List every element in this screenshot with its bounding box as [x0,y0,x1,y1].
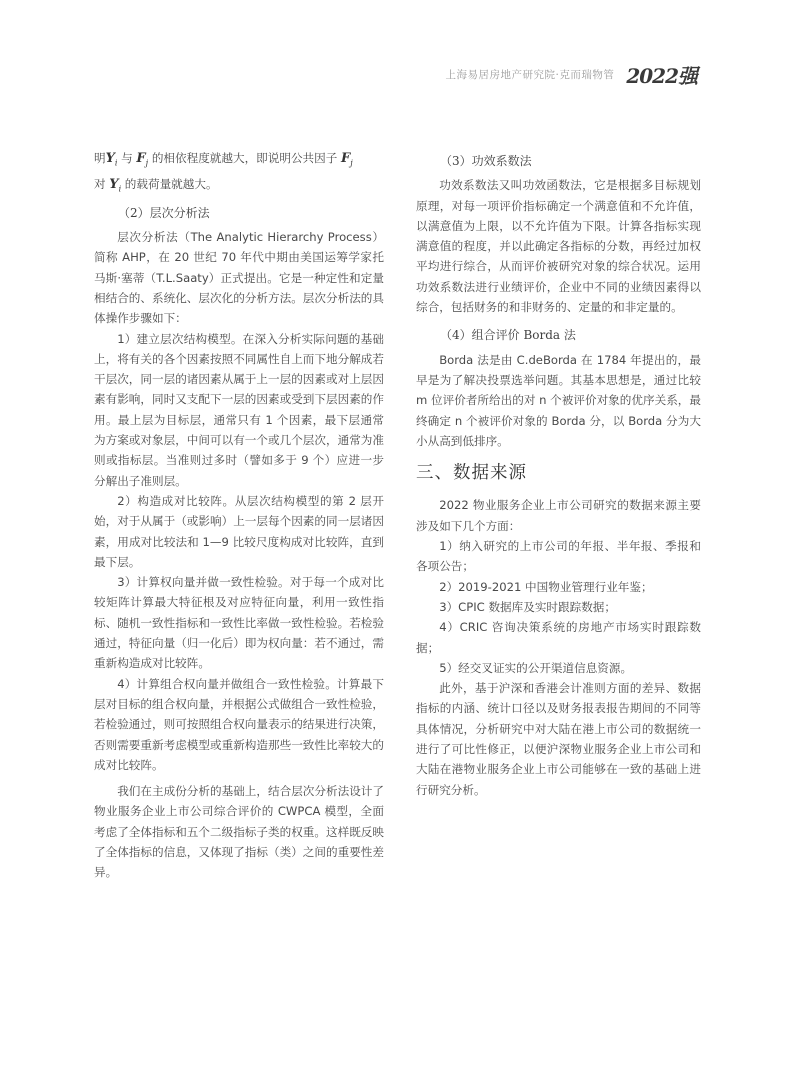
section-heading-data-source: 三、数据来源 [416,463,527,484]
header-org: 上海易居房地产研究院·克而瑞物管 [445,69,615,81]
source-closing: 此外，基于沪深和香港会计准则方面的差异、数据指标的内涵、统计口径以及财务报表报告期间的不同等具体情况，分析研究中对大陆在港上市公司的数据统一进行了可比性修正，以便沪深物业服务企业上市公司和大陆在港物业服务企业上市公司能够在一致的基础上进行研究分析。 [416,681,701,797]
source-intro: 2022 物业服务企业上市公司研究的数据来源主要涉及如下几个方面： [416,498,701,533]
source-item-2: 2）2019-2021 中国物业管理行业年鉴； [439,579,653,594]
source-item-5: 5）经交叉证实的公开渠道信息资源。 [439,660,633,675]
ahp-step-2: 2）构造成对比较阵。从层次结构模型的第 2 层开始，对于从属于（或影响）上一层每个因素的同一层诸因素，用成对比较法和 1—9 比较尺度构成对比较阵，直到最下层。 [94,493,384,569]
borda-heading: （4）组合评价 Borda 法 [440,328,576,343]
ahp-summary: 我们在主成份分析的基础上，结合层次分析法设计了物业服务企业上市公司综合评价的 CWPCA 模型，全面考虑了全体指标和五个二级指标子类的权重。这样既反映了全体指标的信息，又体现了指标（类）之间的重要性差异。 [94,784,384,880]
ahp-step-1: 1）建立层次结构模型。在深入分析实际问题的基础上，将有关的各个因素按照不同属性自上而下地分解成若干层次，同一层的诸因素从属于上一层的因素或对上层因素有影响，同时又支配下一层的因素或受到下层因素的作用。最上层为目标层，通常只有 1 个因素，最下层通常为方案或对象层，中间可以有一个或几个层次，通常为准则或指标层。当准则过多时（譬如多于 9 个）应进一步分解出子准则层。 [94,331,384,488]
math-y-2: $Y_i$ [109,176,122,194]
source-item-1: 1）纳入研究的上市公司的年报、半年报、季报和各项公告； [416,539,701,574]
ahp-intro: 层次分析法（The Analytic Hierarchy Process）简称 AHP，在 20 世纪 70 年代中期由美国运筹学家托马斯·塞蒂（T.L.Saaty）正式提出。它是一种定性和定量相结合的、系统化、层次化的分析方法。层次分析法的具体操作步骤如下： [94,230,384,326]
efficacy-body: 功效系数法又叫功效函数法，它是根据多目标规划原理，对每一项评价指标确定一个满意值和不允许值，以满意值为上限，以不允许值为下限。计算各指标实现满意值的程度，并以此确定各指标的分数，再经过加权平均进行综合，从而评价被研究对象的综合状况。运用功效系数法进行业绩评价，企业中不同的业绩因素得以综合，包括财务的和非财务的、定量的和非定量的。 [416,178,701,315]
math-y: $Y_i$ [105,151,118,168]
efficacy-heading: （3）功效系数法 [440,154,532,168]
left-column [94,148,384,883]
ahp-step-4: 4）计算组合权向量并做组合一致性检验。计算最下层对目标的组合权向量，并根据公式做组合一致性检验，若检验通过，则可按照组合权向量表示的结果进行决策，否则需要重新考虑模型或重新构造那些一致性比率较大的成对比较阵。 [94,676,384,772]
page-header [445,60,697,89]
ahp-step-3: 3）计算权向量并做一致性检验。对于每一个成对比较矩阵计算最大特征根及对应特征向量，利用一致性指标、随机一致性指标和一致性比率做一致性检验。若检验通过，特征向量（归一化后）即为权向量：若不通过，需重新构造成对比较阵。 [94,575,384,671]
borda-body: Borda 法是由 C.deBorda 在 1784 年提出的，最早是为了解决投票选举问题。其基本思想是，通过比较 m 位评价者所给出的对 n 个被评价对象的优序关系，最终确定 n 个被评价对象的 Borda 分，以 Borda 分为大小从高到低排序。 [416,352,701,448]
intro-line-1: 明$Y_i$ 与 $F_j$ 的相依程度就越大，即说明公共因子 $F_j$ [94,151,353,168]
math-f-2: $F_j$ [341,151,353,168]
right-column [416,148,701,800]
source-item-4: 4）CRIC 咨询决策系统的房地产市场实时跟踪数据； [416,620,701,655]
math-f: $F_j$ [136,151,149,168]
logo: 2022强 [626,64,697,88]
ahp-heading: （2）层次分析法 [118,205,210,220]
source-item-3: 3）CPIC 数据库及实时跟踪数据； [439,599,616,614]
intro-line-2: 对 $Y_i$ 的载荷量就越大。 [94,176,218,194]
